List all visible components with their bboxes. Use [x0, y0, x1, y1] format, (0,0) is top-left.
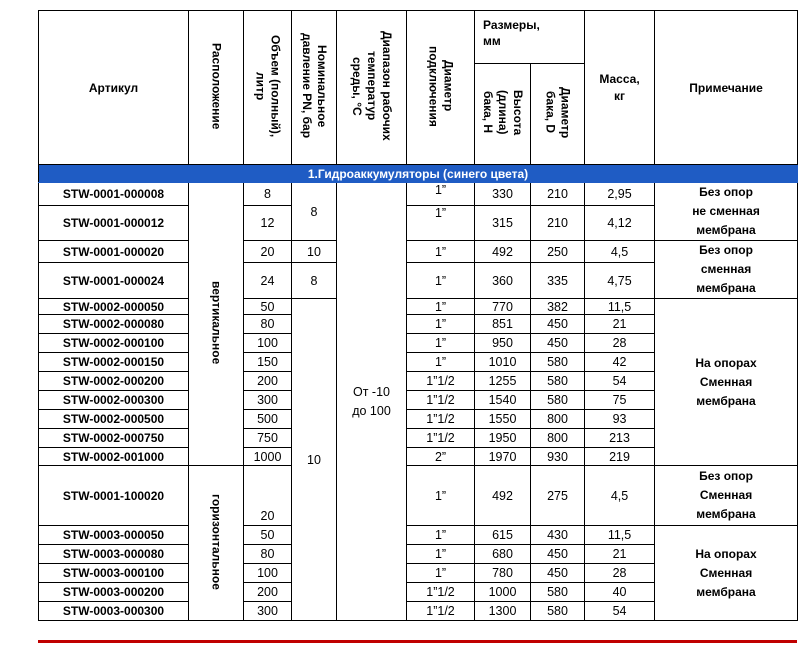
diameter-cell: 335	[531, 263, 585, 299]
specs-table	[38, 10, 798, 621]
height-cell: 680	[475, 545, 531, 564]
note-cell: На опорах Сменная мембрана	[655, 526, 798, 621]
article-cell: STW-0003-000100	[39, 564, 189, 583]
diameter-cell: 275	[531, 466, 585, 526]
table-row	[39, 526, 798, 545]
note-cell: На опорах Сменная мембрана	[655, 299, 798, 466]
header-connection: Диаметр подключения	[407, 11, 475, 165]
mass-cell: 75	[585, 391, 655, 410]
mass-cell: 2,95	[585, 183, 655, 206]
header-location: Расположение	[189, 11, 244, 165]
diameter-cell: 580	[531, 372, 585, 391]
diameter-cell: 800	[531, 410, 585, 429]
volume-cell: 1000	[244, 448, 292, 466]
volume-cell: 12	[244, 205, 292, 240]
connection-cell: 2”	[407, 448, 475, 466]
pressure-cell: 10	[292, 299, 337, 621]
mass-cell: 21	[585, 315, 655, 334]
connection-cell: 1”	[407, 564, 475, 583]
mass-cell: 4,5	[585, 466, 655, 526]
header-volume: Объем (полный), литр	[244, 11, 292, 165]
volume-cell: 100	[244, 564, 292, 583]
mass-cell: 42	[585, 353, 655, 372]
connection-cell: 1”1/2	[407, 602, 475, 621]
article-cell: STW-0003-000300	[39, 602, 189, 621]
connection-cell: 1”1/2	[407, 583, 475, 602]
volume-cell: 50	[244, 299, 292, 315]
volume-cell: 50	[244, 526, 292, 545]
pressure-cell: 8	[292, 183, 337, 241]
diameter-cell: 800	[531, 429, 585, 448]
temp-range-cell: От -10 до 100	[337, 183, 407, 621]
table-row	[39, 241, 798, 263]
article-cell: STW-0003-000080	[39, 545, 189, 564]
pressure-cell: 10	[292, 241, 337, 263]
mass-cell: 21	[585, 545, 655, 564]
article-cell: STW-0001-000008	[39, 183, 189, 206]
mass-cell: 28	[585, 564, 655, 583]
height-cell: 492	[475, 241, 531, 263]
mass-cell: 93	[585, 410, 655, 429]
table-row	[39, 183, 798, 206]
location-horizontal: горизонтальное	[189, 466, 244, 621]
mass-cell: 54	[585, 602, 655, 621]
section-title: 1.Гидроаккумуляторы (синего цвета)	[39, 165, 798, 183]
diameter-cell: 450	[531, 545, 585, 564]
volume-cell: 24	[244, 263, 292, 299]
mass-cell: 4,12	[585, 205, 655, 240]
diameter-cell: 580	[531, 391, 585, 410]
header-temp: Диапазон рабочих температур среды, °С	[337, 11, 407, 165]
article-cell: STW-0002-000080	[39, 315, 189, 334]
height-cell: 492	[475, 466, 531, 526]
article-cell: STW-0003-000050	[39, 526, 189, 545]
volume-cell: 200	[244, 583, 292, 602]
diameter-cell: 210	[531, 205, 585, 240]
volume-cell: 200	[244, 372, 292, 391]
diameter-cell: 210	[531, 183, 585, 206]
mass-cell: 4,5	[585, 241, 655, 263]
volume-cell: 150	[244, 353, 292, 372]
connection-cell: 1”1/2	[407, 391, 475, 410]
connection-cell: 1”	[407, 315, 475, 334]
volume-cell: 20	[244, 466, 292, 526]
connection-cell: 1”1/2	[407, 372, 475, 391]
note-cell: Без опор не сменная мембрана	[655, 183, 798, 241]
volume-cell: 750	[244, 429, 292, 448]
article-cell: STW-0002-000100	[39, 334, 189, 353]
diameter-cell: 580	[531, 583, 585, 602]
header-sizes: Размеры, мм	[475, 11, 585, 64]
volume-cell: 300	[244, 391, 292, 410]
header-article: Артикул	[39, 11, 189, 165]
connection-cell: 1”	[407, 466, 475, 526]
diameter-cell: 450	[531, 564, 585, 583]
diameter-cell: 580	[531, 602, 585, 621]
article-cell: STW-0002-000750	[39, 429, 189, 448]
volume-cell: 80	[244, 545, 292, 564]
height-cell: 360	[475, 263, 531, 299]
article-cell: STW-0002-000300	[39, 391, 189, 410]
volume-cell: 100	[244, 334, 292, 353]
location-vertical: вертикальное	[189, 183, 244, 466]
diameter-cell: 930	[531, 448, 585, 466]
mass-cell: 213	[585, 429, 655, 448]
height-cell: 1540	[475, 391, 531, 410]
article-cell: STW-0001-100020	[39, 466, 189, 526]
connection-cell: 1”	[407, 241, 475, 263]
height-cell: 330	[475, 183, 531, 206]
volume-cell: 8	[244, 183, 292, 206]
article-cell: STW-0001-000024	[39, 263, 189, 299]
connection-cell: 1”	[407, 353, 475, 372]
article-cell: STW-0002-000150	[39, 353, 189, 372]
pressure-cell: 8	[292, 263, 337, 299]
height-cell: 851	[475, 315, 531, 334]
height-cell: 1550	[475, 410, 531, 429]
header-height: Высота (длина) бака, Н	[475, 64, 531, 165]
article-cell: STW-0002-000200	[39, 372, 189, 391]
height-cell: 1970	[475, 448, 531, 466]
mass-cell: 219	[585, 448, 655, 466]
height-cell: 780	[475, 564, 531, 583]
mass-cell: 54	[585, 372, 655, 391]
article-cell: STW-0001-000012	[39, 205, 189, 240]
mass-cell: 11,5	[585, 526, 655, 545]
height-cell: 1000	[475, 583, 531, 602]
mass-cell: 40	[585, 583, 655, 602]
diameter-cell: 430	[531, 526, 585, 545]
height-cell: 315	[475, 205, 531, 240]
height-cell: 770	[475, 299, 531, 315]
connection-cell: 1”	[407, 299, 475, 315]
connection-cell: 1”	[407, 334, 475, 353]
diameter-cell: 382	[531, 299, 585, 315]
header-note: Примечание	[655, 11, 798, 165]
mass-cell: 28	[585, 334, 655, 353]
article-cell: STW-0001-000020	[39, 241, 189, 263]
height-cell: 1255	[475, 372, 531, 391]
diameter-cell: 450	[531, 315, 585, 334]
volume-cell: 80	[244, 315, 292, 334]
volume-cell: 20	[244, 241, 292, 263]
diameter-cell: 580	[531, 353, 585, 372]
connection-cell: 1”	[407, 183, 475, 206]
connection-cell: 1”	[407, 526, 475, 545]
article-cell: STW-0002-001000	[39, 448, 189, 466]
height-cell: 615	[475, 526, 531, 545]
table-row	[39, 299, 798, 315]
header-mass: Масса, кг	[585, 11, 655, 165]
connection-cell: 1”1/2	[407, 410, 475, 429]
volume-cell: 300	[244, 602, 292, 621]
connection-cell: 1”	[407, 545, 475, 564]
diameter-cell: 450	[531, 334, 585, 353]
article-cell: STW-0002-000050	[39, 299, 189, 315]
note-cell: Без опор сменная мембрана	[655, 241, 798, 299]
volume-cell: 500	[244, 410, 292, 429]
height-cell: 950	[475, 334, 531, 353]
connection-cell: 1”	[407, 205, 475, 240]
mass-cell: 4,75	[585, 263, 655, 299]
height-cell: 1010	[475, 353, 531, 372]
header-diameter: Диаметр бака, D	[531, 64, 585, 165]
header-pressure: Номинальное давление PN, бар	[292, 11, 337, 165]
table-row	[39, 466, 798, 526]
article-cell: STW-0003-000200	[39, 583, 189, 602]
bottom-divider	[38, 640, 797, 643]
height-cell: 1950	[475, 429, 531, 448]
article-cell: STW-0002-000500	[39, 410, 189, 429]
diameter-cell: 250	[531, 241, 585, 263]
connection-cell: 1”1/2	[407, 429, 475, 448]
height-cell: 1300	[475, 602, 531, 621]
connection-cell: 1”	[407, 263, 475, 299]
mass-cell: 11,5	[585, 299, 655, 315]
note-cell: Без опор Сменная мембрана	[655, 466, 798, 526]
